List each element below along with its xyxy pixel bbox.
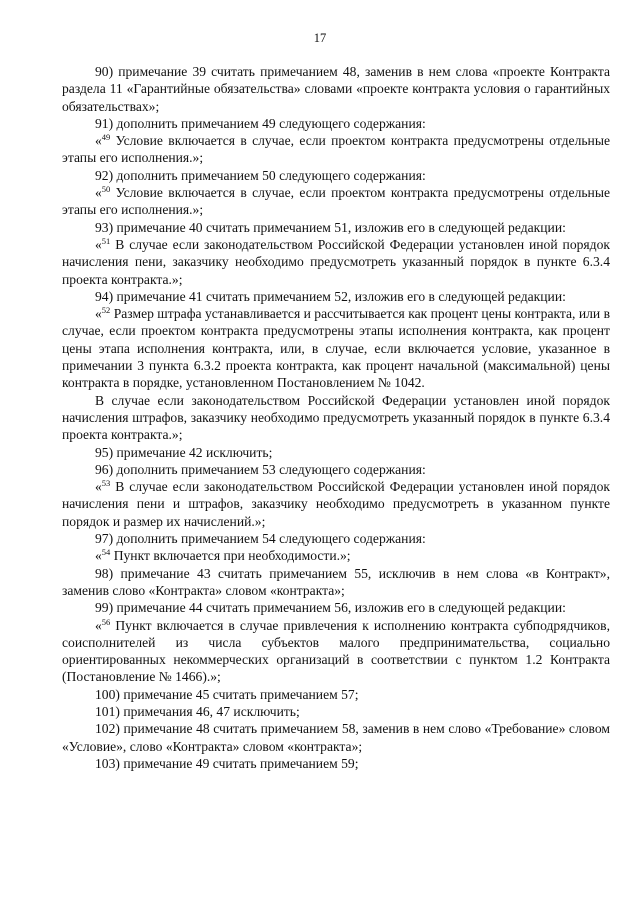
open-quote: « bbox=[95, 548, 102, 564]
paragraph-text: 103) примечание 49 считать примечанием 59; bbox=[95, 755, 359, 771]
paragraph bbox=[62, 305, 610, 391]
paragraph-text: В случае если законодательством Российской Федерации установлен иной порядок начисления пени, заказчику необходимо предусмотреть указанный порядок в пункте 6.3.4 проекта контракта.»; bbox=[62, 236, 610, 287]
paragraph-text: 90) примечание 39 считать примечанием 48, заменив в нем слова «проекте Контракта раздела 11 «Гарантийные обязательства» словами «проекте контракта условия о гарантийных обязательствах»; bbox=[62, 64, 610, 114]
open-quote: « bbox=[95, 236, 102, 252]
paragraph bbox=[62, 530, 610, 547]
paragraph-text: 93) примечание 40 считать примечанием 51, изложив его в следующей редакции: bbox=[95, 219, 566, 235]
paragraph-text: 91) дополнить примечанием 49 следующего содержания: bbox=[95, 115, 426, 131]
paragraph bbox=[62, 599, 610, 616]
footnote-number: 50 bbox=[101, 184, 111, 195]
paragraph bbox=[62, 461, 610, 478]
paragraph-text: Пункт включается в случае привлечения к исполнению контракта субподрядчиков, соисполнителей из числа субъектов малого предпринимательства, социально ориентированных некоммерческих организаций в соответствии с пунктом 1.2 Контракта (Постановление № 1466).»; bbox=[62, 617, 610, 685]
paragraph bbox=[62, 219, 610, 236]
paragraph-text: 98) примечание 43 считать примечанием 55, исключив в нем слова «в Контракт», заменив слово «Контракта» словом «контракта»; bbox=[62, 565, 610, 598]
paragraph-text: Пункт включается при необходимости.»; bbox=[110, 548, 351, 564]
paragraph-text: В случае если законодательством Российской Федерации установлен иной порядок начисления пени и штрафов, заказчику необходимо предусмотреть в указанном пункте порядок и размер их начислений.»; bbox=[62, 479, 610, 529]
document-body bbox=[62, 63, 610, 772]
paragraph bbox=[62, 755, 610, 772]
paragraph bbox=[62, 617, 610, 686]
open-quote: « bbox=[95, 479, 102, 495]
paragraph bbox=[62, 132, 610, 167]
paragraph-text: Условие включается в случае, если проектом контракта предусмотрены отдельные этапы его исполнения.»; bbox=[62, 133, 610, 166]
paragraph-text: В случае если законодательством Российской Федерации установлен иной порядок начисления штрафов, заказчику необходимо предусмотреть указанный порядок в пункте 6.3.4 проекта контракта.»; bbox=[62, 392, 610, 443]
paragraph-text: 94) примечание 41 считать примечанием 52, изложив его в следующей редакции: bbox=[95, 288, 566, 304]
open-quote: « bbox=[95, 185, 102, 201]
footnote-number: 56 bbox=[101, 616, 111, 627]
paragraph bbox=[62, 720, 610, 755]
paragraph-text: Размер штрафа устанавливается и рассчитывается как процент цены контракта, или в случае, если проектом контракта предусмотрены этапы исполнения контракта, как процент цены этапа исполнения контракта, или, в случае, если включается условие, указанное в примечании 3 пункта 6.3.2 проекта контракта, как процент начальной (максимальной) цены контракта в порядке, установленном Постановлением № 1042. bbox=[62, 306, 610, 391]
open-quote: « bbox=[95, 306, 102, 322]
paragraph-text: 99) примечание 44 считать примечанием 56, изложив его в следующей редакции: bbox=[95, 600, 566, 616]
paragraph bbox=[62, 547, 610, 564]
paragraph bbox=[62, 478, 610, 530]
page-number: 17 bbox=[313, 31, 327, 45]
paragraph-text: 96) дополнить примечанием 53 следующего содержания: bbox=[95, 461, 426, 477]
footnote-number: 49 bbox=[101, 132, 111, 143]
paragraph bbox=[62, 184, 610, 219]
paragraph-text: Условие включается в случае, если проектом контракта предусмотрены отдельные этапы его исполнения.»; bbox=[62, 185, 610, 218]
paragraph-text: 100) примечание 45 считать примечанием 57; bbox=[95, 686, 359, 702]
footnote-number: 51 bbox=[101, 235, 111, 246]
paragraph-text: 101) примечания 46, 47 исключить; bbox=[95, 703, 300, 719]
paragraph bbox=[62, 63, 610, 115]
paragraph bbox=[62, 236, 610, 288]
open-quote: « bbox=[95, 617, 102, 633]
paragraph bbox=[62, 115, 610, 132]
paragraph-text: 92) дополнить примечанием 50 следующего содержания: bbox=[95, 167, 426, 183]
footnote-number: 54 bbox=[101, 547, 111, 558]
paragraph bbox=[62, 703, 610, 720]
paragraph bbox=[62, 392, 610, 444]
paragraph-text: 95) примечание 42 исключить; bbox=[95, 444, 273, 460]
paragraph bbox=[62, 565, 610, 600]
footnote-number: 52 bbox=[101, 305, 111, 316]
paragraph bbox=[62, 167, 610, 184]
footnote-number: 53 bbox=[101, 478, 111, 489]
paragraph bbox=[62, 444, 610, 461]
paragraph-text: 97) дополнить примечанием 54 следующего содержания: bbox=[95, 531, 426, 547]
paragraph bbox=[62, 288, 610, 305]
open-quote: « bbox=[95, 133, 102, 149]
paragraph bbox=[62, 686, 610, 703]
paragraph-text: 102) примечание 48 считать примечанием 58, заменив в нем слово «Требование» словом «Условие», слово «Контракта» словом «контракта»; bbox=[62, 721, 610, 754]
